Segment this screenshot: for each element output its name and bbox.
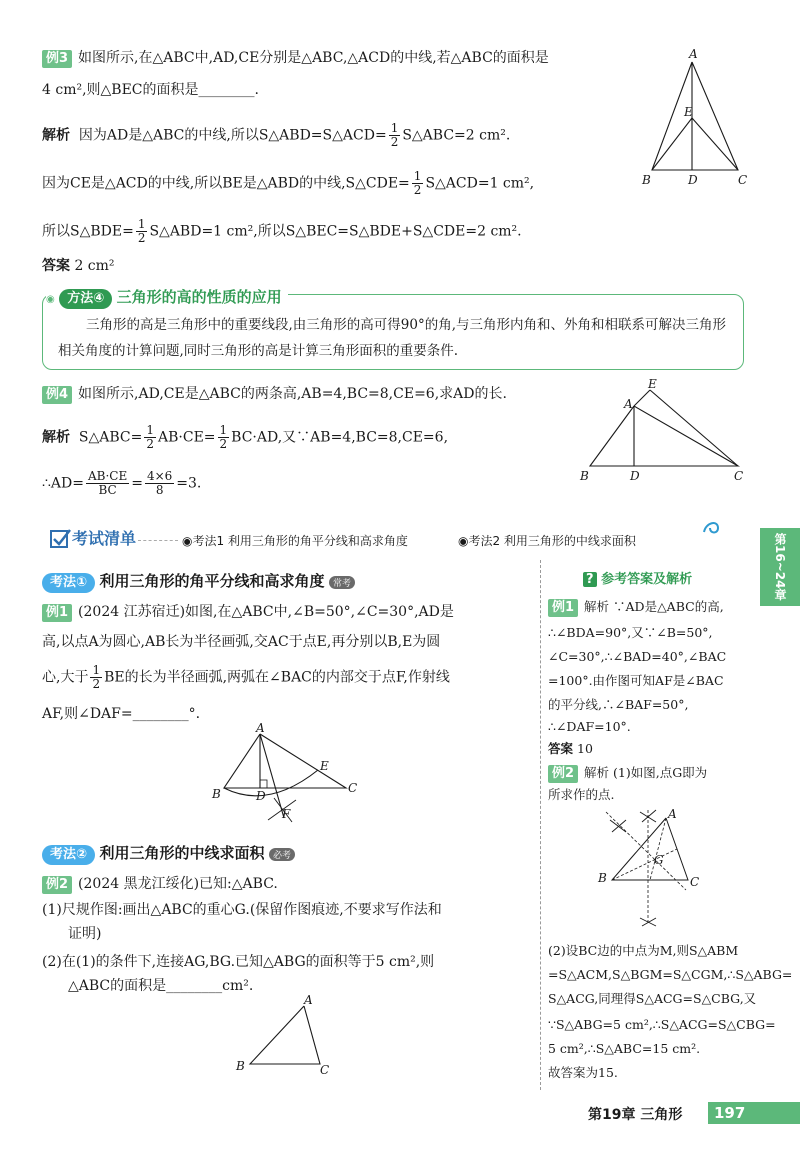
label-c: C — [734, 469, 744, 483]
label-d: D — [630, 469, 640, 483]
bullet-icon: ◉ — [46, 294, 55, 305]
k1-figure — [208, 721, 368, 826]
divider — [138, 540, 178, 541]
svg-text:B: B — [598, 871, 607, 885]
label-b: B — [580, 469, 589, 483]
k2-figure — [232, 993, 352, 1077]
triangle-abc — [250, 1006, 320, 1064]
label-a: A — [689, 47, 698, 61]
method4-pill: 方法④ — [59, 289, 112, 309]
ex3-answer: 答案 2 cm² — [42, 258, 115, 274]
method4-text: 三角形的高是三角形中的重要线段,由三角形的高可得90°的角,与三角形内角和、外角和相联系可解决三角形相关角度的计算问题,同时三角形的高是计算三角形面积的重要条件. — [58, 317, 727, 359]
svg-text:A: A — [256, 721, 265, 735]
ex3-tag: 例3 — [42, 50, 72, 68]
ex4-figure — [576, 378, 756, 488]
svg-text:C: C — [690, 875, 700, 889]
k2-line5: △ABC的面积是________cm². — [68, 978, 254, 994]
k2-line2: (1)尺规作图:画出△ABC的重心G.(保留作图痕迹,不要求写作法和 — [42, 902, 442, 918]
label-e: E — [648, 377, 657, 391]
kaofa1-header: 考法① 利用三角形的角平分线和高求角度 常考 — [42, 570, 355, 593]
side-figure — [556, 806, 736, 936]
label-b: B — [642, 173, 651, 187]
side-ans: 答案 10 — [548, 741, 593, 756]
segment-be — [652, 118, 692, 170]
fraction: $\frac{1}{2}$ — [390, 121, 399, 149]
ex3-figure — [640, 48, 750, 188]
method4-header — [46, 286, 288, 309]
answer-title: ? 参考答案及解析 — [583, 568, 692, 587]
label-e: E — [684, 105, 693, 119]
exam-header — [42, 524, 742, 554]
perpendicular-bisector — [606, 812, 686, 890]
label-c: C — [738, 173, 748, 187]
svg-text:A: A — [304, 993, 313, 1007]
exam-title: 考试清单 — [72, 529, 137, 548]
fraction: $\frac{1}{2}$ — [219, 423, 228, 451]
ex4-solution-line2: ∴AD= $\frac{AB\cdot CE}{BC}$ = $\frac{4\times 6}{8}$ =3. — [42, 469, 202, 497]
ex3-solution-line2: 因为CE是△ACD的中线,所以BE是△ABD的中线,S△CDE= $\frac{1}{2}$ S△ACD=1 cm², — [42, 169, 535, 197]
label-a: A — [624, 397, 633, 411]
k1-line3: 心,大于 $\frac{1}{2}$ BE的长为半径画弧,两弧在∠BAC的内部交于点F,作射线 — [42, 663, 450, 691]
chapter-tab: 第16~24章 — [760, 528, 800, 606]
kaofa2-header: 考法② 利用三角形的中线求面积 必考 — [42, 842, 295, 865]
k1-line4: AF,则∠DAF=________°. — [42, 706, 201, 722]
ex3-solution-line1: 解析 因为AD是△ABC的中线,所以S△ABD=S△ACD= $\frac{1}{2}$ S△ABC=2 cm². — [42, 121, 511, 149]
fraction: $\frac{1}{2}$ — [146, 423, 155, 451]
page-number: 197 — [708, 1102, 800, 1124]
svg-text:F: F — [282, 807, 291, 821]
svg-text:E: E — [320, 759, 329, 773]
extension-ae — [634, 390, 650, 406]
svg-text:B: B — [212, 787, 221, 801]
svg-text:G: G — [654, 853, 664, 867]
label-d: D — [688, 173, 698, 187]
triangle-abc — [590, 406, 738, 466]
k1-line1: 例1 (2024 江苏宿迁)如图,在△ABC中,∠B=50°,∠C=30°,AD是 — [42, 602, 454, 622]
frequency-badge: 常考 — [329, 576, 355, 589]
k2-line1: 例2 (2024 黑龙江绥化)已知:△ABC. — [42, 874, 278, 894]
exam-item-1: ◉考法1 利用三角形的角平分线和高求角度 — [182, 534, 408, 548]
svg-text:A: A — [668, 807, 677, 821]
k2-line4: (2)在(1)的条件下,连接AG,BG.已知△ABG的面积等于5 cm²,则 — [42, 954, 435, 970]
frequency-badge: 必考 — [269, 848, 295, 861]
svg-text:D: D — [256, 789, 266, 803]
side-ex1-line: 例1 解析 ∵AD是△ABC的高, — [548, 598, 724, 617]
svg-text:B: B — [236, 1059, 245, 1073]
fraction: $\frac{1}{2}$ — [137, 217, 146, 245]
k1-line2: 高,以点A为圆心,AB长为半径画弧,交AC于点E,再分别以B,E为圆 — [42, 634, 441, 650]
svg-text:C: C — [348, 781, 358, 795]
footer-chapter: 第19章 三角形 — [588, 1107, 683, 1123]
method4-title: 三角形的高的性质的应用 — [116, 288, 282, 306]
svg-text:C: C — [320, 1063, 330, 1077]
fraction: $\frac{1}{2}$ — [92, 663, 101, 691]
median-ce — [692, 118, 738, 170]
checkbox-icon — [50, 528, 72, 550]
ex3-question-line1: 例3 如图所示,在△ABC中,AD,CE分别是△ABC,△ACD的中线,若△ABC的面积是 — [42, 48, 549, 68]
ex4-solution-line1: 解析 S△ABC= $\frac{1}{2}$ AB·CE= $\frac{1}{2}$ BC·AD,又∵AB=4,BC=8,CE=6, — [42, 423, 449, 451]
ex4-question: 例4 如图所示,AD,CE是△ABC的两条高,AB=4,BC=8,CE=6,求AD的长. — [42, 384, 507, 404]
exam-item-2: ◉考法2 利用三角形的中线求面积 — [458, 534, 636, 548]
ex3-question-line2: 4 cm²,则△BEC的面积是________. — [42, 82, 259, 98]
fraction: $\frac{AB\cdot CE}{BC}$ — [87, 469, 128, 497]
key-icon: ? — [583, 572, 597, 587]
k2-line3: 证明) — [68, 926, 102, 942]
ex3-solution-line3: 所以S△BDE= $\frac{1}{2}$ S△ABD=1 cm²,所以S△BEC=S△BDE+S△CDE=2 cm². — [42, 217, 522, 245]
fraction: $\frac{4\times 6}{8}$ — [146, 469, 173, 497]
side-ex2-line: 例2 解析 (1)如图,点G即为 — [548, 764, 707, 783]
height-ce — [650, 390, 738, 466]
fraction: $\frac{1}{2}$ — [413, 169, 422, 197]
swirl-icon — [700, 516, 724, 540]
